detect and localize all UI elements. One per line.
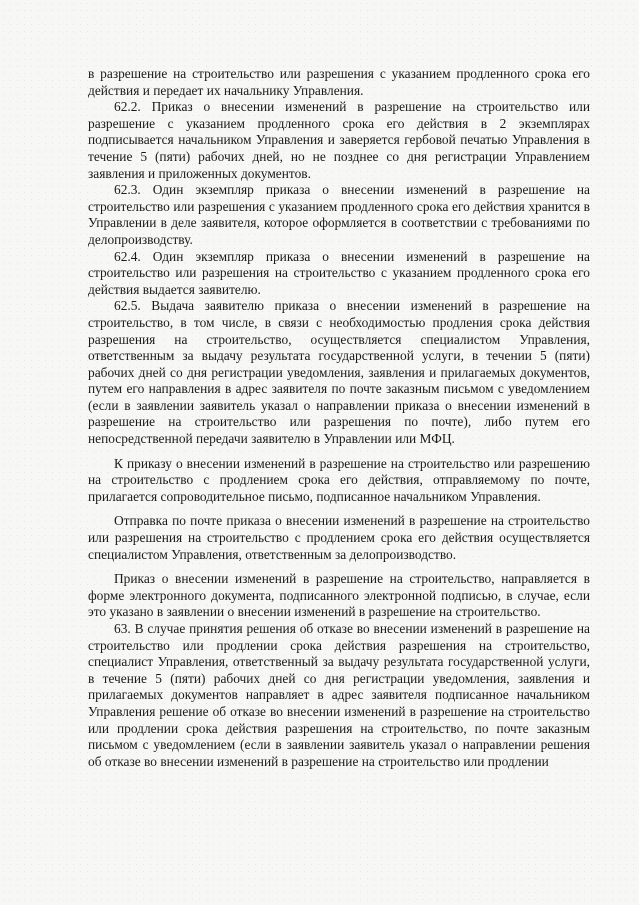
paragraph-continuation: в разрешение на строительство или разрешения с указанием продленного срока его действия и передает их начальнику Управления.	[88, 66, 590, 98]
paragraph-63: 63. В случае принятия решения об отказе во внесении изменений в разрешение на строительство или продлении срока действия разрешения на строительство, специалист Управления, ответственный за выдачу результата государственной услуги, в течение 5 (пяти) рабочих дней со дня регистрации уведомления, заявления и прилагаемых документов направляет в адрес заявителя подписанное начальником Управления решение об отказе во внесении изменений в разрешение на строительство или продлении срока действия разрешения на строительство, по почте заказным письмом с уведомлением (если в заявлении заявитель указал о направлении решения об отказе во внесении изменений в разрешение на строительство или продлении	[88, 621, 590, 769]
paragraph-62-2: 62.2. Приказ о внесении изменений в разрешение на строительство или разрешение с указанием продленного срока его действия в 2 экземплярах подписывается начальником Управления и заверяется гербовой печатью Управления в течение 5 (пяти) рабочих дней, но не позднее со дня регистрации Управлением заявления и приложенных документов.	[88, 99, 590, 181]
document-body	[88, 66, 590, 770]
paragraph-62-5: 62.5. Выдача заявителю приказа о внесении изменений в разрешение на строительство, в том числе, в связи с необходимостью продления срока действия разрешения на строительство, осуществляется специалистом Управления, ответственным за выдачу результата государственной услуги, в течении 5 (пяти) рабочих дней со дня регистрации уведомления, заявления и прилагаемых документов, путем его направления в адрес заявителя по почте заказным письмом с уведомлением (если в заявлении заявитель указал о направлении приказа о внесении изменений в разрешение на строительство или разрешения по почте), либо путем его непосредственной передачи заявителю в Управлении или МФЦ.	[88, 298, 590, 447]
paragraph-62-3: 62.3. Один экземпляр приказа о внесении изменений в разрешение на строительство или разрешения с указанием продленного срока его действия хранится в Управлении в деле заявителя, которое оформляется в соответствии с требованиями по делопроизводству.	[88, 182, 590, 247]
paragraph-62-4: 62.4. Один экземпляр приказа о внесении изменений в разрешение на строительство или разрешения на строительство с указанием продленного срока его действия выдается заявителю.	[88, 248, 590, 297]
paragraph-mail-dispatch: Отправка по почте приказа о внесении изменений в разрешение на строительство или разрешения на строительство с продлением срока его действия осуществляется специалистом Управления, ответственным за делопроизводство.	[88, 513, 590, 562]
paragraph-cover-letter: К приказу о внесении изменений в разрешение на строительство или разрешению на строительство с продлением срока его действия, отправляемому по почте, прилагается сопроводительное письмо, подписанное начальником Управления.	[88, 455, 590, 504]
paragraph-electronic-form: Приказ о внесении изменений в разрешение на строительство, направляется в форме электронного документа, подписанного электронной подписью, в случае, если это указано в заявлении о внесении изменений в разрешение на строительство.	[88, 571, 590, 620]
